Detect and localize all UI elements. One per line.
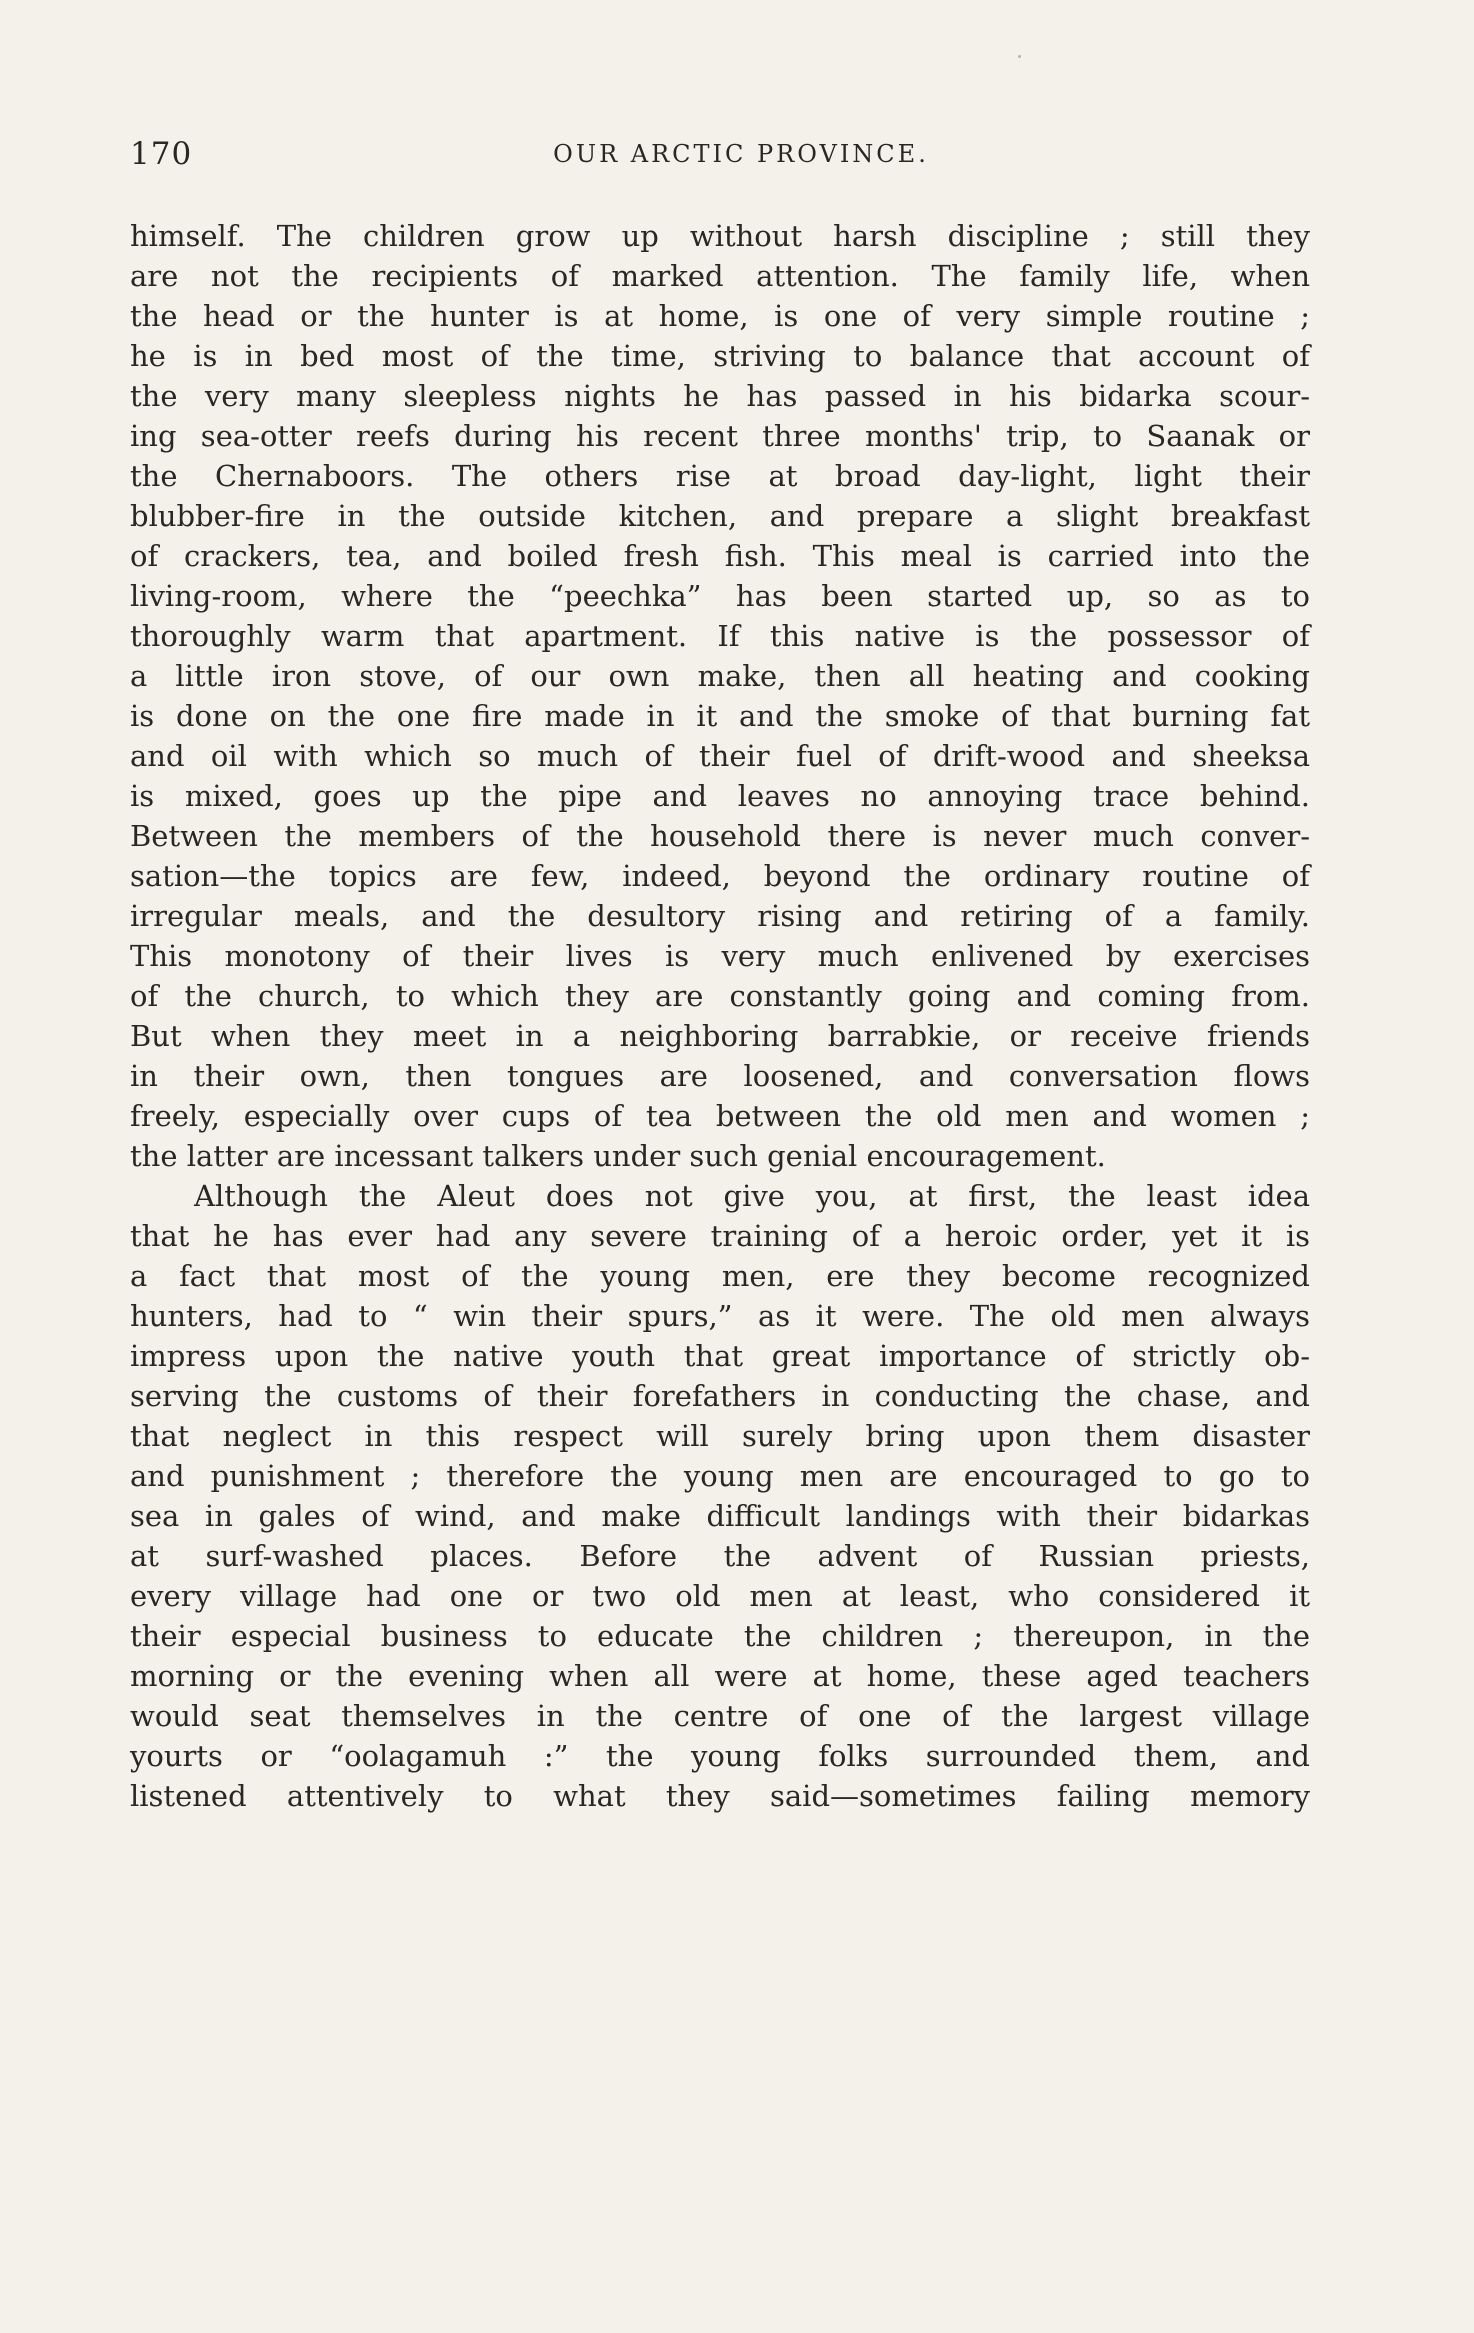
body-text — [130, 216, 1310, 1816]
text-line: blubber-fire in the outside kitchen, and prepare a slight breakfast — [130, 499, 1310, 533]
paper-speck — [1018, 55, 1021, 58]
text-line: the Chernaboors. The others rise at broad day-light, light their — [130, 459, 1310, 493]
text-line: serving the customs of their forefathers in conducting the chase, and — [130, 1379, 1310, 1413]
text-line: Between the members of the household there is never much conver- — [130, 819, 1310, 853]
text-line: he is in bed most of the time, striving to balance that account of — [130, 339, 1310, 373]
text-line: that he has ever had any severe training of a heroic order, yet it is — [130, 1219, 1310, 1253]
text-line: their especial business to educate the children ; thereupon, in the — [130, 1619, 1310, 1653]
paragraph-start-line: Although the Aleut does not give you, at first, the least idea — [194, 1179, 1310, 1213]
text-line: living-room, where the “peechka” has been started up, so as to — [130, 579, 1310, 613]
text-line: freely, especially over cups of tea between the old men and women ; — [130, 1099, 1310, 1133]
text-line: But when they meet in a neighboring barrabkie, or receive friends — [130, 1019, 1310, 1053]
text-line: the very many sleepless nights he has passed in his bidarka scour- — [130, 379, 1310, 413]
text-line: sation—the topics are few, indeed, beyond the ordinary routine of — [130, 859, 1310, 893]
text-line: listened attentively to what they said—sometimes failing memory — [130, 1779, 1310, 1813]
text-line: sea in gales of wind, and make difficult landings with their bidarkas — [130, 1499, 1310, 1533]
text-line: every village had one or two old men at least, who considered it — [130, 1579, 1310, 1613]
text-line: and oil with which so much of their fuel of drift-wood and sheeksa — [130, 739, 1310, 773]
text-line: impress upon the native youth that great importance of strictly ob- — [130, 1339, 1310, 1373]
text-line: This monotony of their lives is very much enlivened by exercises — [130, 939, 1310, 973]
text-line: at surf-washed places. Before the advent of Russian priests, — [130, 1539, 1310, 1573]
text-line: hunters, had to “ win their spurs,” as it were. The old men always — [130, 1299, 1310, 1333]
text-line: of crackers, tea, and boiled fresh fish. This meal is carried into the — [130, 539, 1310, 573]
text-line: thoroughly warm that apartment. If this native is the possessor of — [130, 619, 1310, 653]
text-line: are not the recipients of marked attention. The family life, when — [130, 259, 1310, 293]
text-line: yourts or “oolagamuh :” the young folks surrounded them, and — [130, 1739, 1310, 1773]
paragraph-end-line: the latter are incessant talkers under such genial encouragement. — [130, 1139, 1106, 1173]
text-line: that neglect in this respect will surely bring upon them disaster — [130, 1419, 1310, 1453]
text-line: a little iron stove, of our own make, then all heating and cooking — [130, 659, 1310, 693]
text-line: and punishment ; therefore the young men are encouraged to go to — [130, 1459, 1310, 1493]
page-header — [130, 136, 1320, 176]
text-line: a fact that most of the young men, ere they become recognized — [130, 1259, 1310, 1293]
text-line: the head or the hunter is at home, is one of very simple routine ; — [130, 299, 1310, 333]
text-line: ing sea-otter reefs during his recent three months' trip, to Saanak or — [130, 419, 1310, 453]
text-line: would seat themselves in the centre of one of the largest village — [130, 1699, 1310, 1733]
text-line: in their own, then tongues are loosened, and conversation flows — [130, 1059, 1310, 1093]
page-number: 170 — [130, 136, 193, 172]
text-line: himself. The children grow up without harsh discipline ; still they — [130, 219, 1310, 253]
text-line: of the church, to which they are constantly going and coming from. — [130, 979, 1310, 1013]
text-line: is mixed, goes up the pipe and leaves no annoying trace behind. — [130, 779, 1310, 813]
text-line: irregular meals, and the desultory rising and retiring of a family. — [130, 899, 1310, 933]
text-line: morning or the evening when all were at home, these aged teachers — [130, 1659, 1310, 1693]
running-head: OUR ARCTIC PROVINCE. — [553, 140, 929, 168]
text-line: is done on the one fire made in it and the smoke of that burning fat — [130, 699, 1310, 733]
